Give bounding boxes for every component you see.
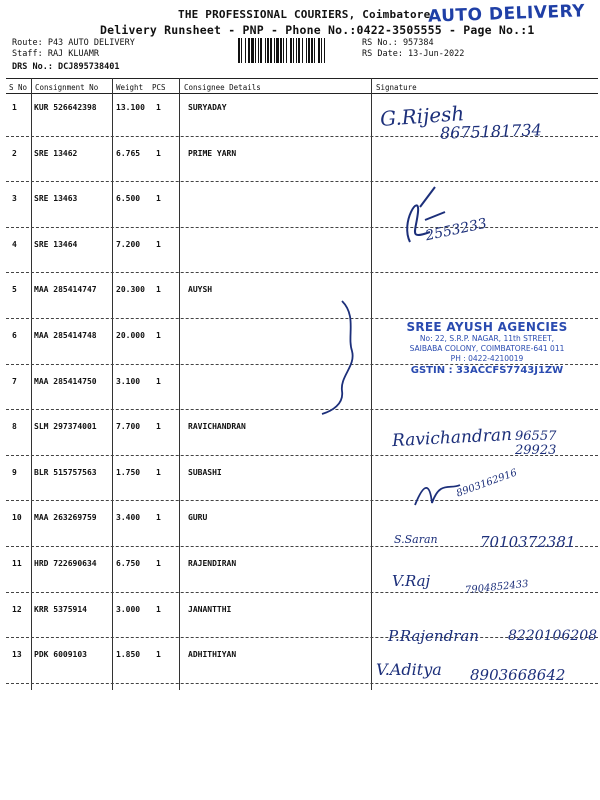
row-sno: 1 (12, 103, 17, 112)
company-stamp (392, 320, 582, 376)
stamp-gstin: GSTIN : 33ACCFS7743J1ZW (410, 365, 564, 376)
signature-row-1: G.Rijesh (379, 101, 466, 131)
row-sno: 3 (12, 194, 17, 204)
stamp-company-name: SREE AYUSH AGENCIES (406, 320, 568, 334)
row-weight: 1.750 (116, 467, 141, 477)
row-weight: 6.765 (116, 148, 141, 158)
row-separator (6, 592, 598, 593)
row-weight: 6.500 (116, 194, 141, 204)
staff-label: Staff: RAJ KLUAMR (12, 49, 99, 59)
row-separator (6, 318, 598, 319)
row-pcs: 1 (156, 103, 161, 112)
stamp-address-line: No: 22, S.R.P. NAGAR, 11th STREET, (419, 334, 555, 343)
row-separator (6, 181, 598, 182)
route-label: Route: P43 AUTO DELIVERY (12, 38, 135, 48)
row-consignment-no: HRD 722690634 (34, 559, 97, 568)
row-consignee: ADHITHIYAN (188, 650, 237, 660)
row-pcs: 1 (156, 650, 161, 660)
row-consignee: RAJENDIRAN (188, 559, 237, 568)
col-header-pcs: PCS (152, 83, 166, 92)
signature-phone-row-8: 96557 29923 (515, 429, 557, 458)
signature-scribble-row-5 (312, 296, 362, 420)
row-weight: 7.200 (116, 239, 141, 249)
col-divider (112, 78, 113, 690)
row-separator (6, 227, 598, 228)
rs-date: RS Date: 13-Jun-2022 (362, 49, 465, 59)
row-pcs: 1 (156, 194, 161, 204)
row-consignment-no: BLR 515757563 (34, 467, 97, 477)
row-weight: 20.000 (116, 331, 145, 340)
signature-row-13: V.Aditya (376, 660, 442, 679)
row-consignee: JANANTTHI (188, 604, 232, 614)
signature-phone-row-10: 7010372381 (480, 533, 576, 551)
signature-phone-row-12: 8220106208 (508, 628, 598, 644)
row-weight: 6.750 (116, 559, 141, 568)
row-consignment-no: MAA 285414748 (34, 331, 97, 340)
row-sno: 5 (12, 285, 17, 295)
row-consignee: SURYADAY (188, 103, 227, 112)
signature-row-11: V.Raj (392, 572, 431, 590)
signature-phone-row-9: 8903162916 (455, 467, 519, 500)
row-sno: 12 (12, 604, 22, 614)
row-consignment-no: SRE 13464 (34, 239, 78, 249)
row-consignment-no: MAA 285414747 (34, 285, 97, 295)
row-separator (6, 455, 598, 456)
signature-phone-row-3: 2553233 (424, 215, 489, 245)
row-separator (6, 409, 598, 410)
col-header-weight: Weight (116, 83, 144, 92)
row-sno: 7 (12, 376, 17, 386)
row-pcs: 1 (156, 239, 161, 249)
row-sno: 8 (12, 422, 17, 432)
row-sno: 13 (12, 650, 22, 660)
signature-row-8: Ravichandran (391, 424, 513, 452)
table-top-rule (6, 78, 598, 79)
row-consignment-no: PDK 6009103 (34, 650, 87, 660)
signature-row-12: P.Rajendran (388, 627, 479, 645)
table-header-rule (6, 93, 598, 94)
row-consignment-no: KRR 5375914 (34, 604, 87, 614)
row-pcs: 1 (156, 376, 161, 386)
stamp-phone: PH : 0422-4210019 (450, 354, 524, 363)
row-consignee: GURU (188, 513, 208, 523)
rs-number: RS No.: 957384 (362, 38, 434, 48)
row-weight: 7.700 (116, 422, 141, 432)
signature-phone-row-1: 8675181734 (439, 120, 543, 143)
row-pcs: 1 (156, 559, 161, 568)
row-weight: 20.300 (116, 285, 145, 295)
row-consignment-no: MAA 263269759 (34, 513, 97, 523)
row-pcs: 1 (156, 285, 161, 295)
row-weight: 13.100 (116, 103, 145, 112)
signature-row-10: S.Saran (394, 533, 438, 546)
auto-delivery-stamp: AUTO DELIVERY (427, 1, 586, 27)
row-sno: 6 (12, 331, 17, 340)
row-consignee: RAVICHANDRAN (188, 422, 246, 432)
row-separator (6, 272, 598, 273)
signature-phone-row-11: 7904852433 (464, 578, 530, 597)
row-sno: 10 (12, 513, 22, 523)
signature-phone-row-13: 8903668642 (470, 666, 566, 684)
row-consignment-no: SRE 13463 (34, 194, 78, 204)
row-weight: 3.000 (116, 604, 141, 614)
col-divider (179, 78, 180, 690)
col-divider (371, 78, 372, 690)
row-consignee: SUBASHI (188, 467, 222, 477)
barcode (238, 38, 355, 63)
row-weight: 3.400 (116, 513, 141, 523)
row-sno: 11 (12, 559, 22, 568)
row-consignee: PRIME YARN (188, 148, 237, 158)
col-header-consignment: Consignment No (35, 83, 99, 92)
row-pcs: 1 (156, 604, 161, 614)
col-header-sno: S No (9, 83, 28, 92)
row-pcs: 1 (156, 467, 161, 477)
drs-number: DRS No.: DCJ895738401 (12, 62, 120, 72)
row-pcs: 1 (156, 422, 161, 432)
row-consignment-no: SRE 13462 (34, 148, 78, 158)
row-sno: 4 (12, 239, 17, 249)
row-separator (6, 500, 598, 501)
runsheet-title: THE PROFESSIONAL COURIERS, Coimbatore (178, 8, 431, 21)
row-consignment-no: KUR 526642398 (34, 103, 97, 112)
col-header-signature: Signature (376, 83, 417, 92)
row-pcs: 1 (156, 148, 161, 158)
row-consignment-no: MAA 285414750 (34, 376, 97, 386)
row-pcs: 1 (156, 331, 161, 340)
row-sno: 9 (12, 467, 17, 477)
row-weight: 1.850 (116, 650, 141, 660)
row-pcs: 1 (156, 513, 161, 523)
row-sno: 2 (12, 148, 17, 158)
stamp-address-line: SAIBABA COLONY, COIMBATORE-641 011 (409, 344, 565, 353)
row-weight: 3.100 (116, 376, 141, 386)
row-consignment-no: SLM 297374001 (34, 422, 97, 432)
col-divider (31, 78, 32, 690)
row-consignee: AUYSH (188, 285, 213, 295)
col-header-consignee: Consignee Details (184, 83, 261, 92)
runsheet-subtitle: Delivery Runsheet - PNP - Phone No.:0422-3505555 - Page No.:1 (100, 23, 535, 37)
